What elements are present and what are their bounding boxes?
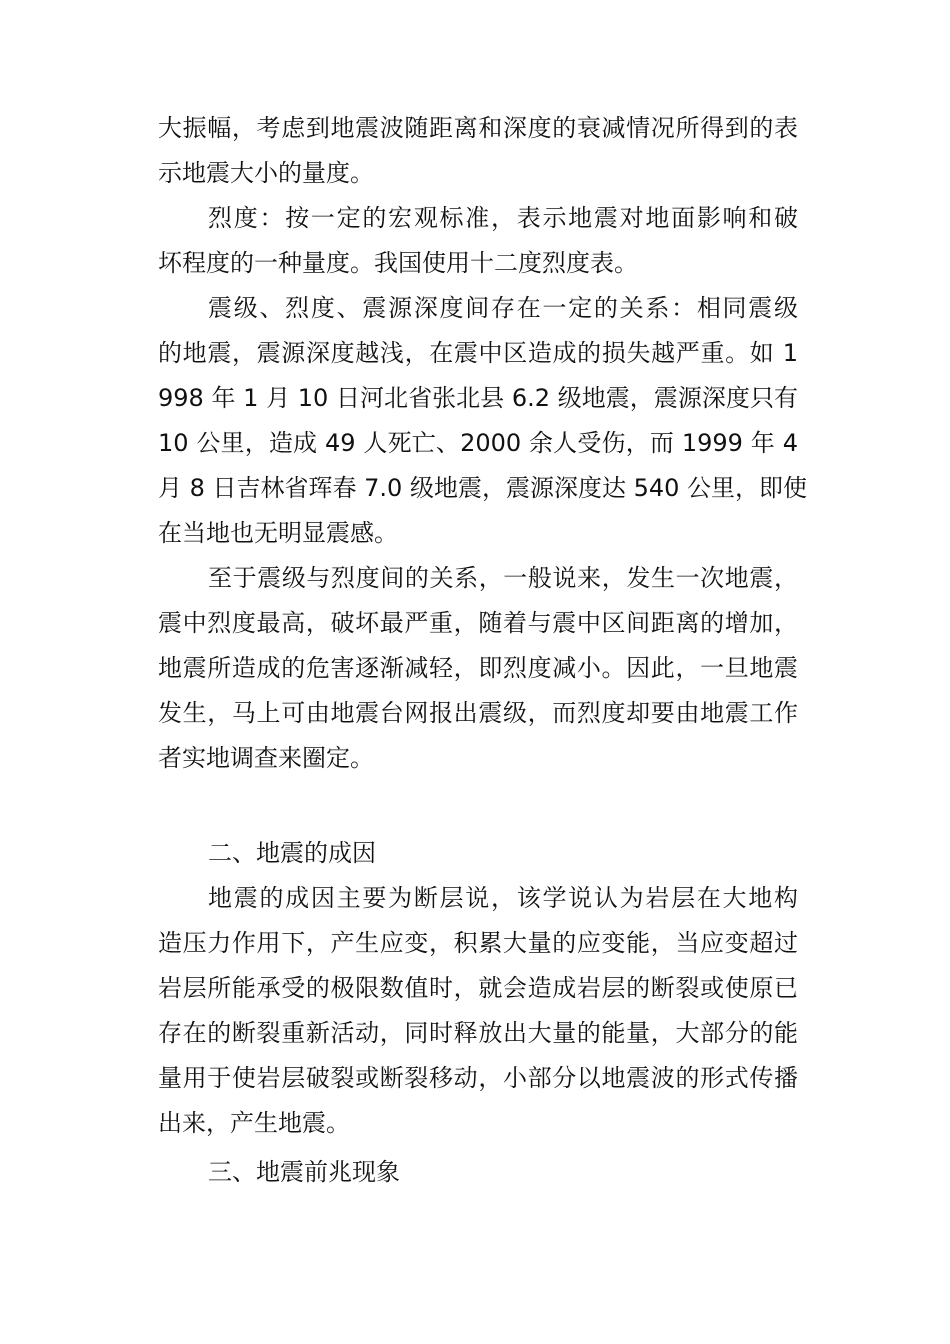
paragraph-line: 烈度：按一定的宏观标准，表示地震对地面影响和破	[208, 204, 798, 232]
paragraph-line: 月 8 日吉林省珲春 7.0 级地震，震源深度达 540 公里，即使	[158, 474, 808, 502]
paragraph-line: 998 年 1 月 10 日河北省张北县 6.2 级地震，震源深度只有	[158, 384, 798, 412]
section-heading: 三、地震前兆现象	[208, 1158, 400, 1186]
paragraph-line: 地震的成因主要为断层说，该学说认为岩层在大地构	[208, 884, 798, 912]
paragraph-line: 岩层所能承受的极限数值时，就会造成岩层的断裂或使原已	[158, 974, 798, 1002]
paragraph-line: 大振幅，考虑到地震波随距离和深度的衰减情况所得到的表	[158, 114, 798, 142]
paragraph-line: 发生，马上可由地震台网报出震级，而烈度却要由地震工作	[158, 699, 798, 727]
paragraph-line: 震中烈度最高，破坏最严重，随着与震中区间距离的增加，	[158, 609, 798, 637]
paragraph-line: 坏程度的一种量度。我国使用十二度烈度表。	[158, 249, 638, 277]
paragraph-line: 在当地也无明显震感。	[158, 519, 398, 547]
paragraph-line: 地震所造成的危害逐渐减轻，即烈度减小。因此，一旦地震	[158, 654, 798, 682]
paragraph-line: 震级、烈度、震源深度间存在一定的关系：相同震级	[208, 294, 798, 322]
paragraph-line: 出来，产生地震。	[158, 1109, 350, 1137]
paragraph-line: 示地震大小的量度。	[158, 159, 374, 187]
paragraph-line: 至于震级与烈度间的关系，一般说来，发生一次地震，	[208, 564, 798, 592]
paragraph-line: 存在的断裂重新活动，同时释放出大量的能量，大部分的能	[158, 1019, 798, 1047]
paragraph-line: 造压力作用下，产生应变，积累大量的应变能，当应变超过	[158, 929, 798, 957]
paragraph-line: 的地震，震源深度越浅，在震中区造成的损失越严重。如 1	[158, 339, 798, 367]
section-heading: 二、地震的成因	[208, 839, 376, 867]
paragraph-line: 量用于使岩层破裂或断裂移动，小部分以地震波的形式传播	[158, 1064, 798, 1092]
paragraph-line: 10 公里，造成 49 人死亡、2000 余人受伤，而 1999 年 4	[158, 429, 798, 457]
paragraph-line: 者实地调查来圈定。	[158, 744, 374, 772]
